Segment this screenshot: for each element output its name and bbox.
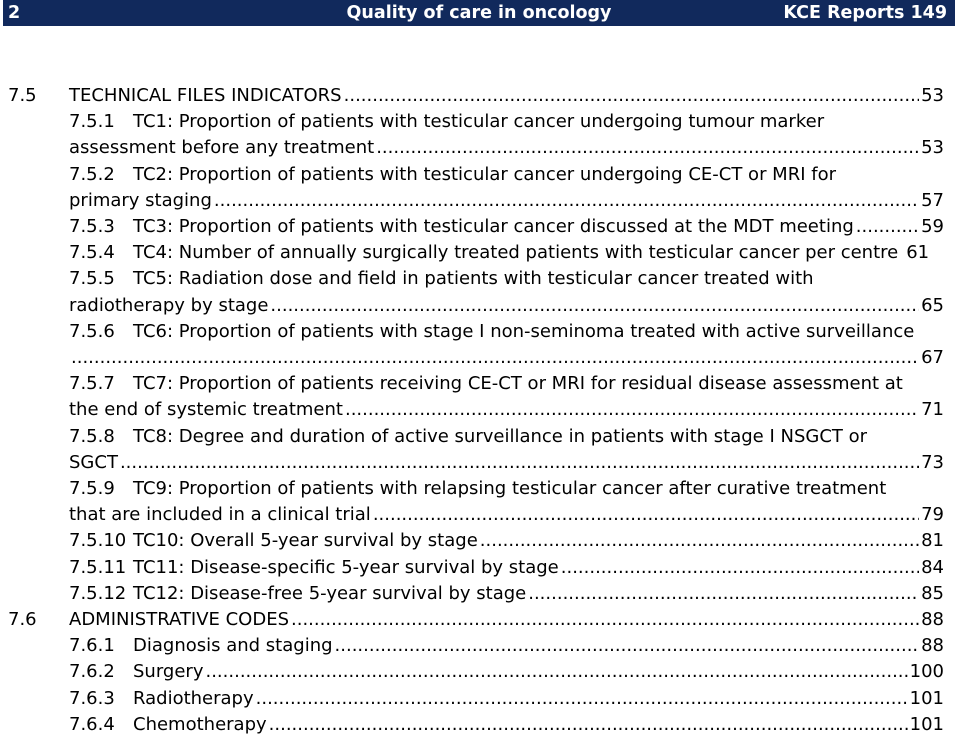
toc-entry-title: assessment before any treatment (69, 137, 375, 159)
toc-entry-title: TC9: Proportion of patients with relapsing testicular cancer after curative treatment (133, 478, 887, 500)
dot-leader (269, 712, 908, 738)
toc-entry[interactable] (0, 371, 960, 423)
toc-entry-title: TC7: Proportion of patients receiving CE-CT or MRI for residual disease assessment at (133, 373, 903, 395)
dot-leader (270, 293, 919, 319)
toc-entry-title: ADMINISTRATIVE CODES (69, 609, 290, 631)
toc-entry[interactable] (0, 633, 960, 659)
toc-entry[interactable] (0, 83, 960, 109)
toc-entry-title: Chemotherapy (133, 713, 267, 735)
toc-entry-page: 101 (909, 713, 944, 735)
toc-entry-number: 7.6 (8, 609, 37, 631)
toc-entry-number: 7.5.3 (69, 216, 115, 238)
toc-entry-number: 7.5.12 (69, 582, 127, 604)
dot-leader (291, 607, 919, 633)
toc-entry-title: SGCT (69, 451, 118, 473)
toc-entry[interactable] (0, 240, 960, 266)
toc-entry-page: 71 (921, 399, 944, 421)
toc-entry[interactable] (0, 528, 960, 554)
toc-entry-page: 65 (921, 294, 944, 316)
toc-entry-number: 7.6.2 (69, 661, 115, 683)
toc-entry[interactable] (0, 686, 960, 712)
toc-entry-page: 53 (921, 137, 944, 159)
dot-leader (120, 450, 919, 476)
toc-entry[interactable] (0, 712, 960, 738)
toc-entry-page: 61 (906, 242, 930, 264)
toc-entry-title: Surgery (133, 661, 204, 683)
toc-entry-number: 7.6.1 (69, 635, 115, 657)
toc-entry-title: TC12: Disease-free 5-year survival by stage (133, 582, 527, 604)
toc-entry-page: 84 (921, 556, 944, 578)
toc-entry[interactable] (0, 424, 960, 476)
toc-entry-title: TC4: Number of annually surgically treated patients with testicular cancer per centre (133, 242, 899, 264)
toc-entry-number: 7.5.9 (69, 478, 115, 500)
toc-entry-page: 81 (921, 530, 944, 552)
toc-entry-title: primary staging (69, 189, 212, 211)
toc-entry-number: 7.5.2 (69, 163, 115, 185)
toc-entry-page: 59 (921, 216, 944, 238)
toc-entry-page: 100 (909, 661, 944, 683)
toc-entry[interactable] (0, 266, 960, 318)
toc-entry-number: 7.5.5 (69, 268, 115, 290)
toc-entry-number: 7.5.1 (69, 111, 115, 133)
page-header (3, 0, 955, 26)
toc-entry-title: TECHNICAL FILES INDICATORS (69, 85, 342, 106)
toc-entry-page: 57 (921, 189, 944, 211)
toc-entry[interactable] (0, 476, 960, 528)
dot-leader (856, 214, 919, 240)
toc-entry[interactable] (0, 319, 960, 371)
dot-leader (561, 555, 919, 581)
toc-entry[interactable] (0, 109, 960, 161)
dot-leader (256, 686, 908, 712)
toc-entry-number: 7.5.11 (69, 556, 127, 578)
dot-leader (71, 345, 919, 371)
toc-entry-title: TC2: Proportion of patients with testicular cancer undergoing CE-CT or MRI for (133, 163, 837, 185)
toc-entry[interactable] (0, 607, 960, 633)
toc-entry[interactable] (0, 581, 960, 607)
toc-entry-page: 88 (921, 635, 944, 657)
dot-leader (373, 502, 919, 528)
toc-entry-number: 7.5.10 (69, 530, 127, 552)
toc-entry-title: TC1: Proportion of patients with testicular cancer undergoing tumour marker (133, 111, 825, 133)
toc-entry[interactable] (0, 214, 960, 240)
toc-entry-number: 7.5.6 (69, 320, 115, 342)
toc-entry[interactable] (0, 555, 960, 581)
toc-entry-title: TC6: Proportion of patients with stage I non-seminoma treated with active surveillance (133, 320, 915, 342)
toc-entry-page: 101 (909, 687, 944, 709)
toc-entry-page: 53 (921, 85, 944, 106)
toc-entry-page: 79 (921, 504, 944, 526)
dot-leader (214, 188, 919, 214)
toc-entry-title: TC5: Radiation dose and field in patients with testicular cancer treated with (133, 268, 814, 290)
toc-entry-page: 88 (921, 609, 944, 631)
dot-leader (344, 83, 919, 109)
toc-entry-page: 67 (921, 347, 944, 369)
toc-entry-title: that are included in a clinical trial (69, 504, 371, 526)
dot-leader (205, 659, 907, 685)
dot-leader (335, 633, 920, 659)
toc-entry-title: TC3: Proportion of patients with testicular cancer discussed at the MDT meeting (133, 216, 854, 238)
dot-leader (480, 528, 919, 554)
toc-entry-title: TC8: Degree and duration of active surveillance in patients with stage I NSGCT or (133, 425, 868, 447)
toc-entry-page: 73 (921, 451, 944, 473)
toc-entry[interactable] (0, 659, 960, 685)
toc-entry-number: 7.5.7 (69, 373, 115, 395)
page-number: 2 (8, 3, 21, 23)
toc-entry-title: radiotherapy by stage (69, 294, 269, 316)
dot-leader (345, 397, 919, 423)
toc-entry-title: TC11: Disease-specific 5-year survival by stage (133, 556, 559, 578)
toc-entry-title: Radiotherapy (133, 687, 254, 709)
toc-entry-page: 85 (921, 582, 944, 604)
dot-leader (528, 581, 919, 607)
toc-entry-number: 7.6.3 (69, 687, 115, 709)
toc-entry-number: 7.5 (8, 85, 37, 106)
toc-entry-title: TC10: Overall 5-year survival by stage (133, 530, 478, 552)
table-of-contents (0, 83, 960, 738)
toc-entry-number: 7.5.4 (69, 242, 115, 264)
toc-entry-title: Diagnosis and staging (133, 635, 333, 657)
report-title: Quality of care in oncology (346, 3, 612, 23)
toc-entry[interactable] (0, 162, 960, 214)
toc-entry-number: 7.5.8 (69, 425, 115, 447)
toc-entry-number: 7.6.4 (69, 713, 115, 735)
toc-entry-title: the end of systemic treatment (69, 399, 343, 421)
dot-leader (376, 135, 919, 161)
report-id: KCE Reports 149 (783, 3, 947, 23)
